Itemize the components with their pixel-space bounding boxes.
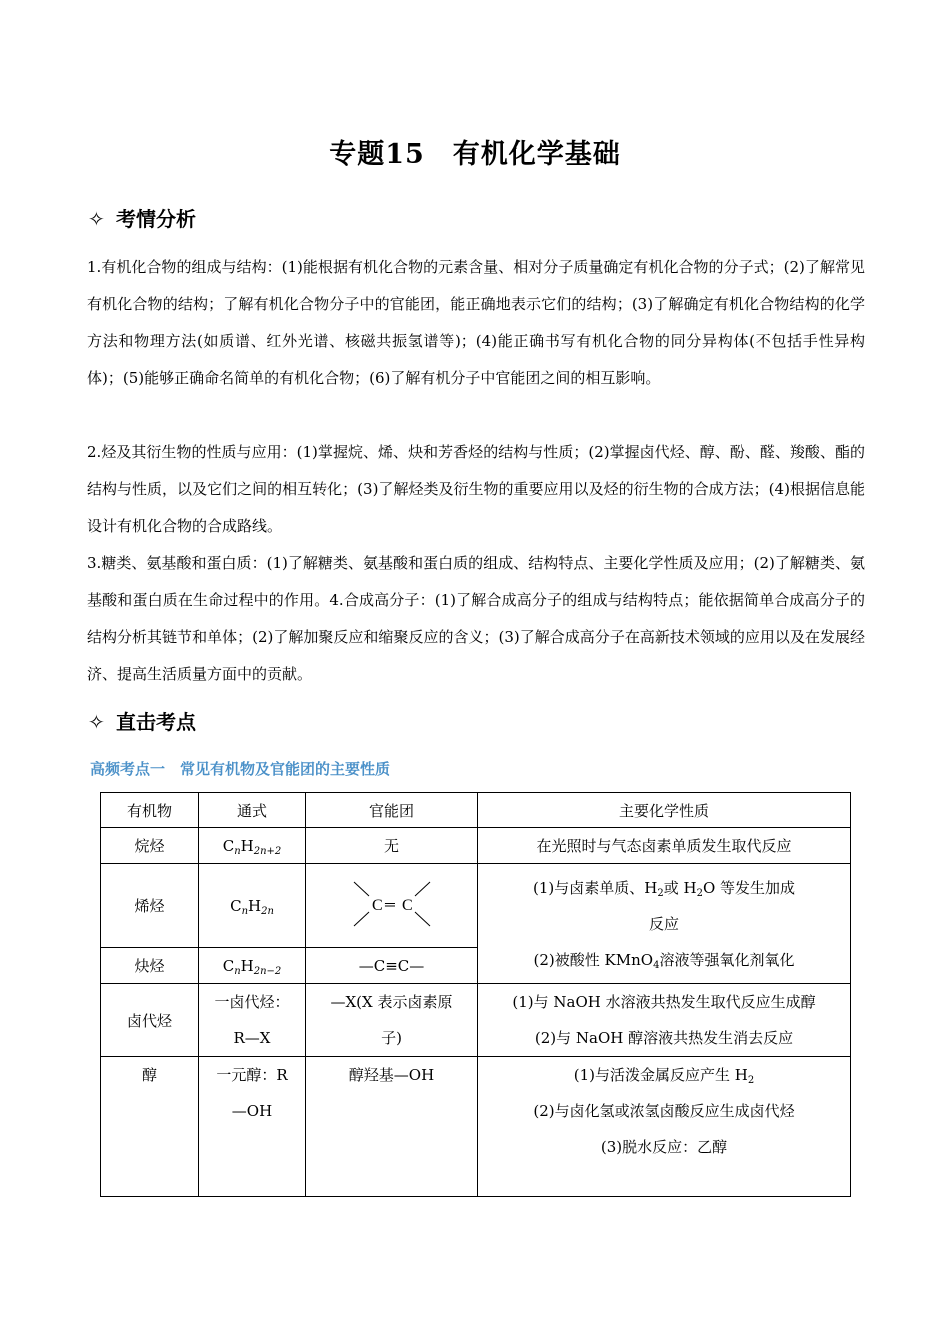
compound-name: 卤代烃	[101, 984, 199, 1057]
general-formula: $C_nH_{2n-2}$	[199, 948, 306, 984]
chemical-properties: (1)与活泼金属反应产生 $H_2$ (2)与卤化氢或浓氢卤酸反应生成卤代烃 (3)脱水反应：乙醇	[478, 1057, 851, 1197]
paragraph-1: 1.有机化合物的组成与结构：(1)能根据有机化合物的元素含量、相对分子质量确定有机化合物的分子式；(2)了解常见有机化合物的结构；了解有机化合物分子中的官能团，能正确地表示它们的结构；(3)了解确定有机化合物结构的化学方法和物理方法(如质谱、红外光谱、核磁共振氢谱等)；(4)能正确书写有机化合物的同分异构体(不包括手性异构体)；(5)能够正确命名简单的有机化合物；(6)了解有机分子中官能团之间的相互影响。	[87, 258, 865, 387]
header-cell: 通式	[199, 793, 306, 828]
chemical-properties: (1)与 NaOH 水溶液共热发生取代反应生成醇 (2)与 NaOH 醇溶液共热发生消去反应	[478, 984, 851, 1057]
svg-text:C: C	[371, 896, 383, 914]
table-row	[101, 864, 851, 948]
table-row	[101, 828, 851, 864]
table-row	[101, 1057, 851, 1197]
section-title: 考情分析	[116, 207, 196, 231]
chemical-properties: (1)与卤素单质、$H_2$或 $H_2O$ 等发生加成 反应 (2)被酸性 KMnO$_4$溶液等强氧化剂氧化	[478, 864, 851, 984]
subsection-heading: 高频考点一 常见有机物及官能团的主要性质	[90, 760, 391, 778]
diamond-icon: ✧	[88, 710, 105, 734]
compound-name: 烷烃	[101, 828, 199, 864]
page-title: 专题15 有机化学基础	[329, 139, 621, 170]
general-formula: 一元醇：R —OH	[199, 1057, 306, 1197]
functional-group: 无	[306, 828, 478, 864]
general-formula: $C_nH_{2n+2}$	[199, 828, 306, 864]
diamond-icon: ✧	[88, 207, 105, 231]
functional-group: —X(X 表示卤素原 子)	[306, 984, 478, 1057]
compound-name: 烯烃	[101, 864, 199, 948]
compound-name: 炔烃	[101, 948, 199, 984]
svg-text:═: ═	[384, 897, 395, 913]
functional-group: —C≡C—	[306, 948, 478, 984]
section-heading-keypoints	[88, 706, 196, 735]
general-formula: $C_nH_{2n}$	[199, 864, 306, 948]
svg-text:C: C	[401, 896, 413, 914]
header-cell: 主要化学性质	[478, 793, 851, 828]
section-title: 直击考点	[116, 710, 196, 734]
properties-table	[100, 792, 851, 1197]
general-formula: 一卤代烃： R—X	[199, 984, 306, 1057]
section-heading-analysis	[88, 203, 196, 232]
compound-name: 醇	[101, 1057, 199, 1197]
paragraph-3: 3.糖类、氨基酸和蛋白质：(1)了解糖类、氨基酸和蛋白质的组成、结构特点、主要化学性质及应用；(2)了解糖类、氨基酸和蛋白质在生命过程中的作用。4.合成高分子：(1)了解合成高分子的组成与结构特点；能依据简单合成高分子的结构分析其链节和单体；(2)了解加聚反应和缩聚反应的含义；(3)了解合成高分子在高新技术领域的应用以及在发展经济、提高生活质量方面中的贡献。	[87, 554, 865, 683]
header-cell: 有机物	[101, 793, 199, 828]
paragraph-2: 2.烃及其衍生物的性质与应用：(1)掌握烷、烯、炔和芳香烃的结构与性质；(2)掌握卤代烃、醇、酚、醛、羧酸、酯的结构与性质，以及它们之间的相互转化；(3)了解烃类及衍生物的重要应用以及烃的衍生物的合成方法；(4)根据信息能设计有机化合物的合成路线。	[87, 443, 865, 535]
double-bond-structure	[342, 874, 442, 934]
table-row	[101, 984, 851, 1057]
table-header-row	[101, 793, 851, 828]
functional-group: 醇羟基—OH	[306, 1057, 478, 1197]
header-cell: 官能团	[306, 793, 478, 828]
functional-group	[306, 864, 478, 948]
chemical-properties: 在光照时与气态卤素单质发生取代反应	[478, 828, 851, 864]
